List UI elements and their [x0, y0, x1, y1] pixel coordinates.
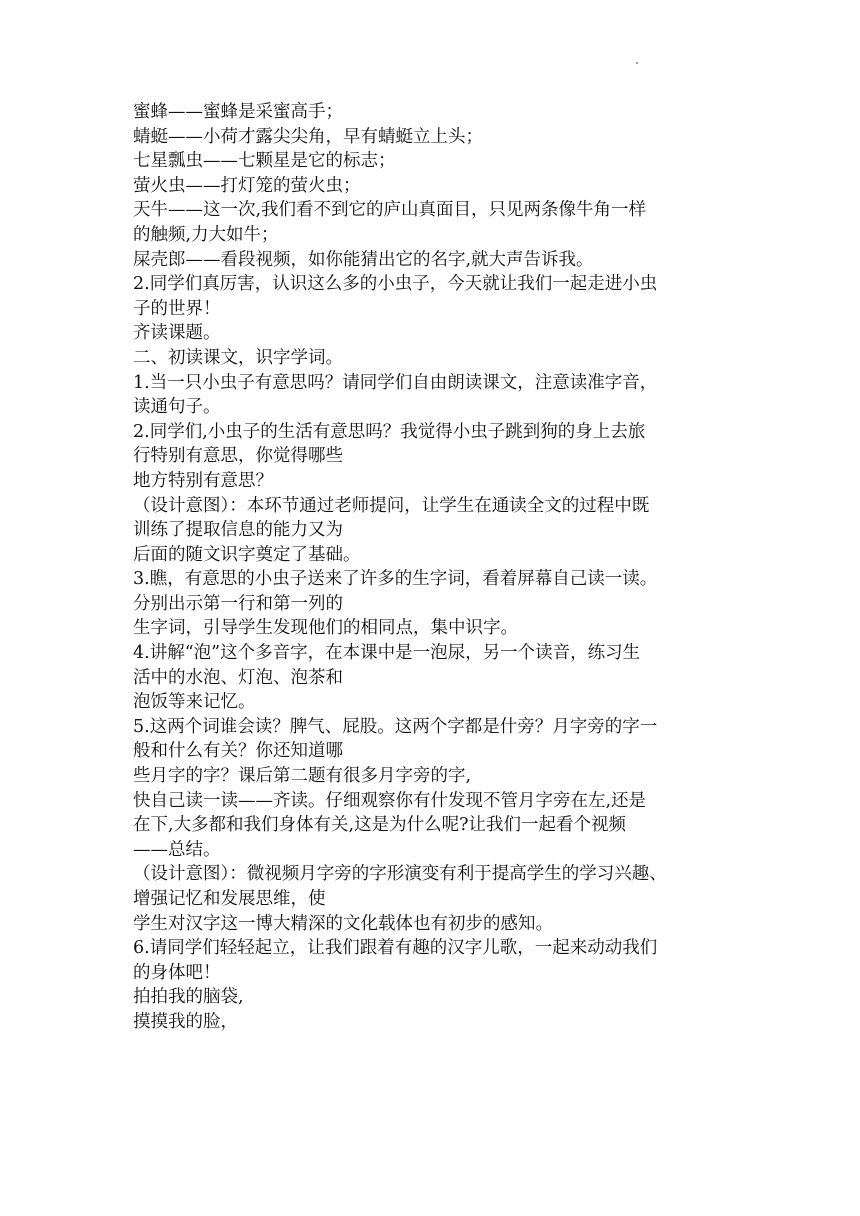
- text-line: 2.同学们真厉害，认识这么多的小虫子，今天就让我们一起走进小虫: [133, 274, 658, 295]
- text-line: 屎壳郎——看段视频，如你能猜出它的名字,就大声告诉我。: [133, 249, 594, 270]
- text-line: 1.当一只小虫子有意思吗？请同学们自由朗读课文，注意读准字音，: [133, 372, 658, 393]
- text-line: 拍拍我的脑袋,: [133, 987, 244, 1008]
- text-line: （设计意图）：微视频月字旁的字形演变有利于提高学生的学习兴趣、: [133, 864, 667, 885]
- text-line: 地方特别有意思？: [133, 470, 273, 491]
- text-line: 子的世界！: [133, 298, 221, 319]
- text-line: 2.同学们,小虫子的生活有意思吗？我觉得小虫子跳到狗的身上去旅: [133, 421, 646, 442]
- text-line: 的身体吧！: [133, 962, 221, 983]
- text-line: 般和什么有关？你还知道哪: [133, 741, 343, 762]
- text-line: 天牛——这一次,我们看不到它的庐山真面目，只见两条像牛角一样: [133, 200, 647, 221]
- text-line: ——总结。: [133, 839, 221, 860]
- text-line: 训练了提取信息的能力又为: [133, 520, 343, 541]
- text-line: 后面的随文识字奠定了基础。: [133, 544, 361, 565]
- text-line: 蜻蜓——小荷才露尖尖角，早有蜻蜓立上头；: [133, 126, 483, 147]
- text-line: 齐读课题。: [133, 323, 221, 344]
- text-line: 3.瞧，有意思的小虫子送来了许多的生字词，看着屏幕自己读一读。: [133, 569, 658, 590]
- text-line: 读通句子。: [133, 397, 221, 418]
- text-line: 些月字的字？课后第二题有很多月字旁的字,: [133, 766, 472, 787]
- text-line: 的触频,力大如牛；: [133, 224, 279, 245]
- text-line: （设计意图）：本环节通过老师提问，让学生在通读全文的过程中既: [133, 495, 650, 516]
- text-line: 4.讲解“泡”这个多音字，在本课中是一泡尿，另一个读音，练习生: [133, 643, 641, 664]
- text-line: 生字词，引导学生发现他们的相同点，集中识字。: [133, 618, 518, 639]
- text-line: 二、初读课文，识字学词。: [133, 347, 343, 368]
- text-line: 在下,大多都和我们身体有关,这是为什么呢?让我们一起看个视频: [133, 815, 627, 836]
- text-line: 活中的水泡、灯泡、泡茶和: [133, 667, 343, 688]
- text-line: 蜜蜂——蜜蜂是采蜜高手；: [133, 102, 343, 122]
- text-line: 分别出示第一行和第一列的: [133, 593, 343, 614]
- text-line: 行特别有意思，你觉得哪些: [133, 446, 343, 467]
- text-line: 快自己读一读——齐读。仔细观察你有什发现不管月字旁在左,还是: [133, 790, 647, 811]
- text-line: 学生对汉字这一博大精深的文化载体也有初步的感知。: [133, 913, 553, 934]
- text-line: 萤火虫——打灯笼的萤火虫；: [133, 175, 361, 196]
- text-line: 七星瓢虫——七颗星是它的标志；: [133, 151, 396, 172]
- text-line: 摸摸我的脸，: [133, 1011, 238, 1032]
- text-line: 6.请同学们轻轻起立，让我们跟着有趣的汉字儿歌，一起来动动我们: [133, 938, 658, 959]
- text-line: 增强记忆和发展思维，使: [133, 889, 326, 909]
- text-line: 泡饭等来记忆。: [133, 692, 256, 713]
- text-line: 5.这两个词谁会读？脾气、屁股。这两个字都是什旁？月字旁的字一: [133, 716, 658, 737]
- page-mark: [636, 62, 638, 64]
- document-body: [133, 100, 735, 1035]
